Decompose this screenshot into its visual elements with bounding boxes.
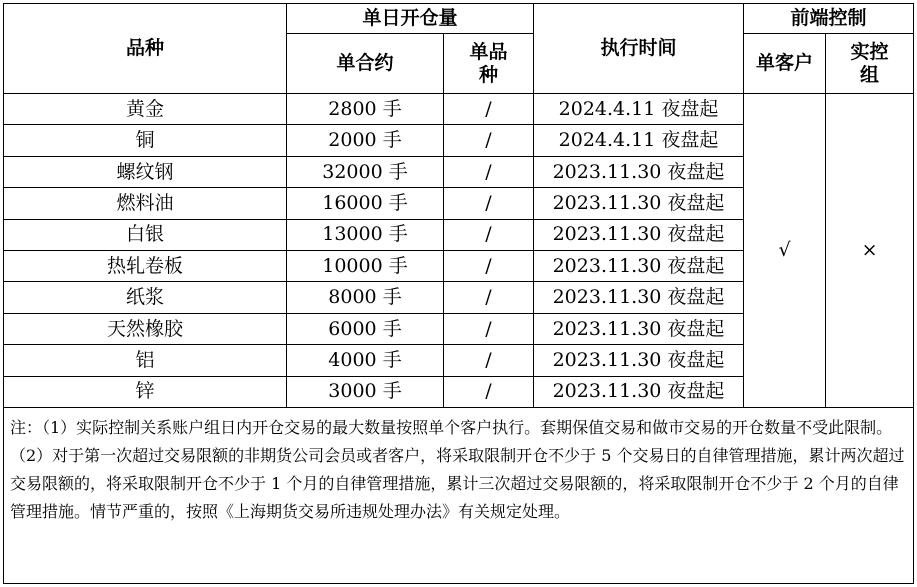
variety-limit-cell: / — [444, 250, 534, 281]
exec-time-cell: 2023.11.30 夜盘起 — [534, 282, 744, 313]
limits-table-container — [3, 3, 913, 583]
contract-limit-cell: 32000 手 — [287, 156, 444, 187]
variety-limit-cell: / — [444, 156, 534, 187]
position-limits-table — [3, 3, 914, 584]
actual-group-cross: × — [826, 94, 914, 408]
variety-cell: 铜 — [4, 125, 287, 156]
variety-limit-cell: / — [444, 376, 534, 407]
contract-limit-cell: 4000 手 — [287, 345, 444, 376]
variety-cell: 纸浆 — [4, 282, 287, 313]
notes-cell — [4, 407, 914, 583]
exec-time-cell: 2023.11.30 夜盘起 — [534, 156, 744, 187]
note-1: 注：（1）实际控制关系账户组日内开仓交易的最大数量按照单个客户执行。套期保值交易和做市交易的开仓数量不受此限制。 — [10, 417, 893, 437]
variety-limit-cell: / — [444, 94, 534, 125]
variety-limit-cell: / — [444, 282, 534, 313]
variety-limit-cell: / — [444, 313, 534, 344]
variety-cell: 白银 — [4, 219, 287, 250]
variety-cell: 天然橡胶 — [4, 313, 287, 344]
exec-time-cell: 2023.11.30 夜盘起 — [534, 345, 744, 376]
contract-limit-cell: 3000 手 — [287, 376, 444, 407]
exec-time-cell: 2023.11.30 夜盘起 — [534, 188, 744, 219]
contract-limit-cell: 2800 手 — [287, 94, 444, 125]
table-row — [4, 94, 914, 125]
variety-cell: 螺纹钢 — [4, 156, 287, 187]
header-front-control: 前端控制 — [744, 4, 914, 34]
contract-limit-cell: 10000 手 — [287, 250, 444, 281]
header-single-client: 单客户 — [744, 34, 826, 94]
header-single-variety: 单品种 — [444, 34, 534, 94]
variety-limit-cell: / — [444, 188, 534, 219]
single-client-check: √ — [744, 94, 826, 408]
contract-limit-cell: 6000 手 — [287, 313, 444, 344]
variety-limit-cell: / — [444, 125, 534, 156]
exec-time-cell: 2024.4.11 夜盘起 — [534, 94, 744, 125]
contract-limit-cell: 13000 手 — [287, 219, 444, 250]
header-daily-open: 单日开仓量 — [287, 4, 534, 34]
variety-cell: 燃料油 — [4, 188, 287, 219]
header-variety: 品种 — [4, 4, 287, 94]
exec-time-cell: 2023.11.30 夜盘起 — [534, 219, 744, 250]
contract-limit-cell: 8000 手 — [287, 282, 444, 313]
exec-time-cell: 2024.4.11 夜盘起 — [534, 125, 744, 156]
contract-limit-cell: 2000 手 — [287, 125, 444, 156]
header-single-contract: 单合约 — [287, 34, 444, 94]
variety-limit-cell: / — [444, 219, 534, 250]
variety-limit-cell: / — [444, 345, 534, 376]
exec-time-cell: 2023.11.30 夜盘起 — [534, 313, 744, 344]
variety-cell: 热轧卷板 — [4, 250, 287, 281]
note-2: （2）对于第一次超过交易限额的非期货公司会员或者客户，将采取限制开仓不少于 5 个交易日的自律管理措施，累计两次超过交易限额的，将采取限制开仓不少于 1 个月的自律管理措施，累计三次超过交易限额的，将采取限制开仓不少于 2 个月的自律管理措施。情节严重的，按照《上海期货交易所违规处理办法》有关规定处理。 — [10, 445, 905, 521]
exec-time-cell: 2023.11.30 夜盘起 — [534, 376, 744, 407]
variety-cell: 铝 — [4, 345, 287, 376]
contract-limit-cell: 16000 手 — [287, 188, 444, 219]
header-actual-group: 实控组 — [826, 34, 914, 94]
header-exec-time: 执行时间 — [534, 4, 744, 94]
variety-cell: 黄金 — [4, 94, 287, 125]
exec-time-cell: 2023.11.30 夜盘起 — [534, 250, 744, 281]
variety-cell: 锌 — [4, 376, 287, 407]
